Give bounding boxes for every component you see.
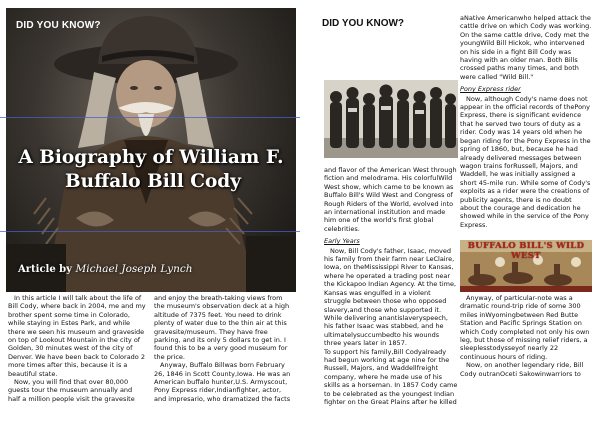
byline-author: Michael Joseph Lynch	[75, 263, 193, 275]
article-title	[12, 146, 290, 194]
hero-did-you-know-label: DID YOU KNOW?	[16, 20, 101, 31]
pony-express-heading: Pony Express rider	[460, 85, 521, 94]
article-byline	[18, 263, 192, 275]
early-years-para-2: To support his family,Bill Codyalready had begun working at age nine for the Russell, Majors, and Waddellfreight company, where he made use of his skills as a horseman. In 1857 Cody came to be celebrated as the youngest Indian fighter on the Great Plains after he killed	[324, 347, 458, 406]
group-photo-illustration	[324, 80, 458, 158]
poster-title: BUFFALO BILL'S WILD WEST	[467, 241, 585, 261]
right-page	[300, 0, 600, 424]
early-years-heading: Early Years	[324, 237, 360, 246]
right-col3-para-2: Now, on another legendary ride, Bill Cody outranOceti Sakowinwarriors to	[460, 361, 584, 378]
left-col1-para-1: In this article I will talk about the life of Bill Cody, where back in 2004, me and my brother spent some time in Colorado, while staying in Estes Park, and while there we seen his museum and graveside on top of Lookout Mountain in the city of Golden, 30 minutes west of the city of Denver. We have been back to Colorado 2 more times after this, because it is a beautiful state.	[8, 294, 146, 378]
layout-guide-line-bottom	[0, 231, 300, 232]
early-years-para-1: Now, Bill Cody's father, Isaac, moved his family from their farm near LeClaire, Iowa, on theMississippi River to Kansas, where he operated a trading post near the Kickapoo Indian Agency. At the time, Kansas was engulfed in a violent struggle between those who opposed slavery,and those who supported it. While delivering anantislaveryspeech, his father Isaac was stabbed, and he ultimatelysuccumbedto his wounds three years later in 1857.	[324, 246, 457, 348]
left-column-2	[154, 294, 292, 424]
left-col1-para-2: Now, you will find that over 80,000 guests tour the museum annually and half a million people visit the gravesite	[8, 378, 135, 403]
right-column-2	[460, 14, 592, 239]
right-col2-para-1: aNative Americanwho helped attack the cattle drive on which Cody was working. On the same cattle drive, Cody met the youngWild Bill Hickok, who intervened on his side in a fight Bill Cody was having with an older man. Both Bills crossed paths many times, and both were called "Wild Bill."	[460, 14, 592, 81]
left-col2-para-2: Anyway, Buffalo Billwas born February 26, 1846 in Scott County,Iowa. He was an American buffalo hunter,U.S. Armyscout, Pony Express rider,Indianfighter, actor, and impresario, who dramatized the facts	[154, 361, 291, 403]
left-col2-para-1: and enjoy the breath-taking views from the museum's observation deck at a high altitude of 7375 feet. You need to drink plenty of water due to the thin air at this gravesite/museum. They have free parking, and its only 5 dollars to get in. I found this to be a very good museum for the price.	[154, 294, 290, 361]
article-title-line-2: Buffalo Bill Cody	[65, 171, 241, 192]
byline-prefix: Article by	[18, 264, 72, 275]
article-title-line-1: A Biography of William F.	[18, 147, 284, 168]
right-col1-intro: and flavor of the American West through fiction and melodrama. His colorfulWild West show, which came to be known as Buffalo Bill's Wild West and Congress of Rough Riders of the World, evolved into an international institution and made him one of the world's first global celebrities.	[324, 166, 457, 233]
left-column-1	[8, 294, 146, 424]
right-column-1	[324, 166, 458, 424]
right-col3-para-1: Anyway, of particular-note was a dramatic round-trip ride of some 300 miles inWyomingbetween Red Butte Station and Pacific Springs Station on which Cody completed not only his own leg, but those of missing relief riders, a sleeplesstodysseyof nearly 22 continuous hours of riding.	[460, 294, 590, 361]
layout-guide-line-top	[0, 117, 300, 118]
pony-express-para: Now, although Cody's name does not appear in the official records of thePony Express, there is significant evidence that he served two tours of duty as a rider. Cody was 14 years old when he began riding for the Pony Express in the spring of 1860, but, because he had already delivered messages between wagon trains forRussell, Majors, and Waddell, he was initially assigned a short 45-mile run. While some of Cody's exploits as a rider were the creations of publicity agents, there is no doubt about the courage and dedication he showed while in the service of the Pony Express.	[460, 94, 591, 229]
right-column-3	[460, 294, 592, 424]
group-photo-performers	[324, 80, 458, 158]
hero-portrait-photo	[6, 8, 296, 292]
right-did-you-know-label: DID YOU KNOW?	[322, 18, 405, 29]
wild-west-poster	[460, 240, 592, 292]
